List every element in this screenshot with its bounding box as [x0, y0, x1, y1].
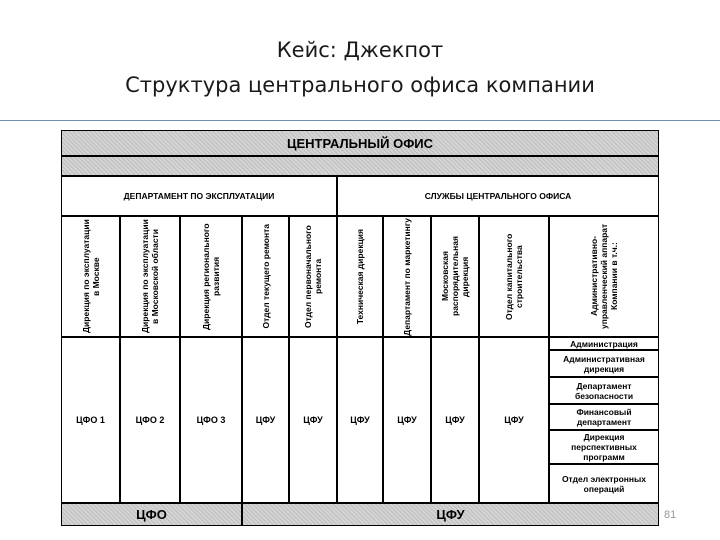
unit-name: Отдел капитального строительства: [479, 216, 549, 337]
title-divider: [0, 120, 720, 121]
slide-title: Кейс: Джекпот: [276, 38, 444, 62]
unit-name: Дирекция регионального развития: [180, 216, 242, 337]
page-number: 81: [664, 509, 677, 521]
unit-name: Отдел первоначального ремонта: [289, 216, 337, 337]
unit-code: ЦФО 1: [61, 337, 120, 503]
admin-sub-unit: Административная дирекция: [549, 350, 659, 377]
unit-code: ЦФО 2: [120, 337, 180, 503]
footer-cfo: ЦФО: [61, 503, 242, 526]
admin-sub-unit: Администрация: [549, 337, 659, 350]
admin-sub-unit: Финансовый департамент: [549, 404, 659, 430]
unit-name: Дирекция по эксплуатации в Московской области: [120, 216, 180, 337]
department-operations: ДЕПАРТАМЕНТ ПО ЭКСПЛУАТАЦИИ: [61, 176, 337, 216]
unit-code: ЦФУ: [289, 337, 337, 503]
admin-sub-unit: Отдел электронных операций: [549, 464, 659, 503]
org-band: [61, 156, 659, 176]
unit-name: Московская распорядительная дирекция: [431, 216, 479, 337]
footer-cfu: ЦФУ: [242, 503, 659, 526]
unit-code: ЦФУ: [383, 337, 431, 503]
unit-name: Техническая дирекция: [337, 216, 383, 337]
unit-name: Дирекция по эксплуатации в Москве: [61, 216, 120, 337]
admin-sub-unit: Дирекция перспективных программ: [549, 430, 659, 464]
unit-code: ЦФУ: [431, 337, 479, 503]
department-central-services: СЛУЖБЫ ЦЕНТРАЛЬНОГО ОФИСА: [337, 176, 659, 216]
org-header: ЦЕНТРАЛЬНЫЙ ОФИС: [61, 130, 659, 156]
unit-code: ЦФУ: [242, 337, 289, 503]
unit-name-admin: Административно-управленческий аппарат Компании в т.ч.:: [549, 216, 659, 337]
unit-code: ЦФУ: [337, 337, 383, 503]
unit-name: Департамент по маркетингу: [383, 216, 431, 337]
unit-code: ЦФУ: [479, 337, 549, 503]
admin-sub-unit: Департамент безопасности: [549, 377, 659, 404]
unit-code: ЦФО 3: [180, 337, 242, 503]
slide-subtitle: Структура центрального офиса компании: [125, 73, 595, 97]
unit-name: Отдел текущего ремонта: [242, 216, 289, 337]
